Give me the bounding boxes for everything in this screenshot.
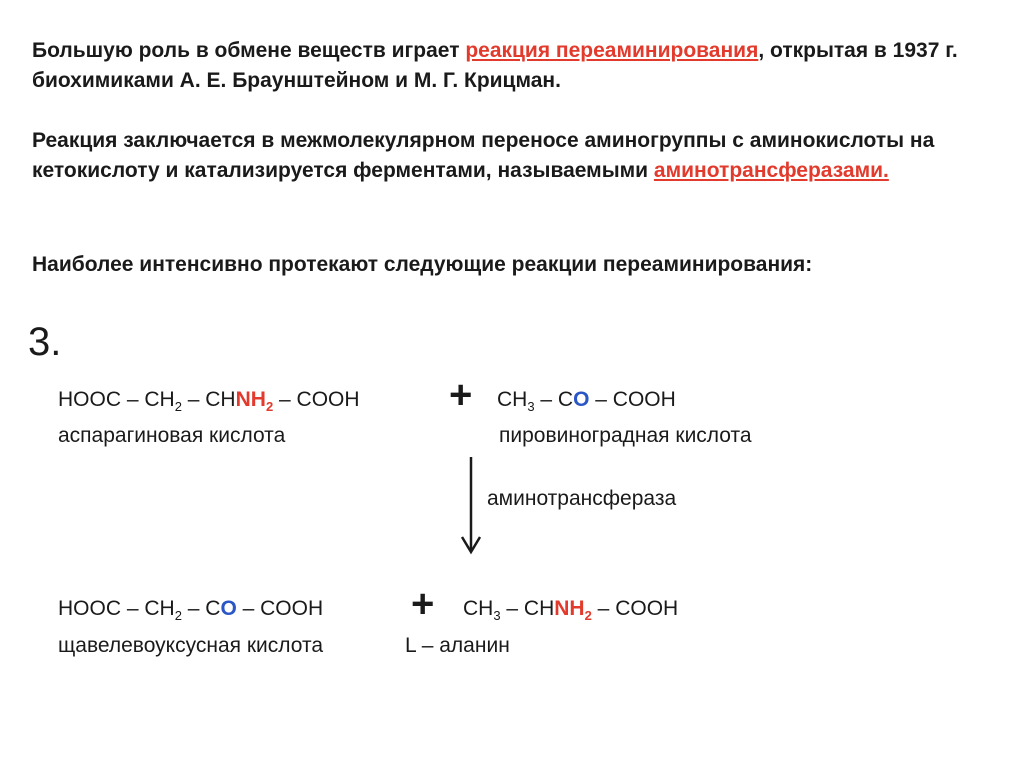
formula-part: HOOC – CH [58, 388, 175, 411]
formula-part: – C [181, 597, 221, 620]
keto-oxygen: O [573, 388, 590, 411]
plus-sign: + [449, 373, 473, 417]
keto-oxygen: O [220, 597, 237, 620]
formula-alanine [463, 595, 678, 623]
intro-paragraph-3 [32, 250, 992, 280]
subscript: 2 [584, 608, 592, 623]
formula-part: – CH [181, 388, 236, 411]
plus-sign: + [411, 582, 435, 626]
name-oxaloacetic-acid: щавелевоуксусная кислота [58, 634, 324, 657]
formula-part: – CH [500, 597, 555, 620]
subscript: 3 [493, 608, 501, 623]
intro-text: . [883, 159, 889, 182]
formula-part: – COOH [591, 597, 679, 620]
intro-text: Большую роль в обмене веществ играет [32, 39, 466, 62]
intro-paragraph-1 [32, 36, 992, 96]
formula-part: – COOH [589, 388, 676, 411]
intro-text: Наиболее интенсивно протекают следующие реакции переаминирования: [32, 253, 813, 276]
subscript: 3 [527, 399, 535, 414]
formula-part: – COOH [236, 597, 324, 620]
subscript: 2 [174, 399, 182, 414]
formula-part: CH [497, 388, 528, 411]
name-alanine: L – аланин [405, 634, 510, 657]
subscript: 2 [174, 608, 182, 623]
formula-pyruvic-acid [497, 386, 676, 414]
name-pyruvic-acid: пировиноградная кислота [499, 424, 752, 447]
amino-group [235, 388, 274, 414]
intro-paragraph-2 [32, 126, 992, 186]
formula-part: NH [554, 597, 585, 620]
formula-oxaloacetic-acid [58, 595, 323, 623]
formula-part: NH [235, 388, 266, 411]
formula-part: HOOC – CH [58, 597, 175, 620]
intro-text: , открытая в 1937 г. биохимиками А. Е. Браунштейном и М. Г. Крицман. [32, 39, 958, 92]
highlight-term-transamination: реакция переаминирования [465, 39, 759, 62]
highlight-term-aminotransferases: аминотрансферазами [653, 159, 884, 182]
formula-part: – C [534, 388, 574, 411]
formula-part: CH [463, 597, 494, 620]
amino-group [554, 597, 592, 623]
reaction-arrow-icon [458, 455, 484, 557]
name-aspartic-acid: аспарагиновая кислота [58, 424, 286, 447]
formula-aspartic-acid [58, 386, 360, 414]
enzyme-label: аминотрансфераза [487, 487, 677, 510]
formula-part: – COOH [273, 388, 360, 411]
subscript: 2 [265, 399, 274, 414]
intro-text: Реакция заключается в межмолекулярном переносе аминогруппы с аминокислоты на кетокислоту и катализируется ферментами, называемыми [32, 129, 935, 182]
section-number: 3. [28, 320, 62, 364]
